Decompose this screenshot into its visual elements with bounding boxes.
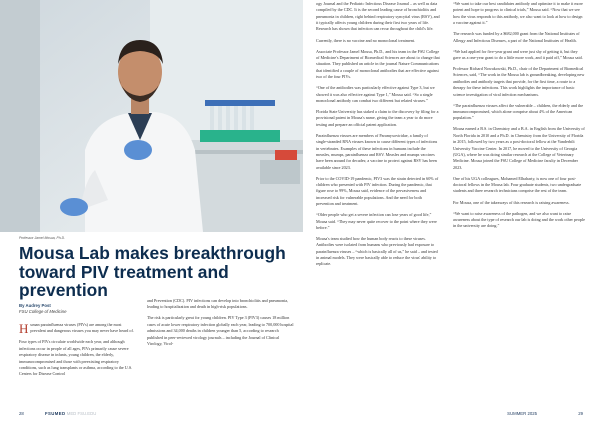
footer-right <box>507 411 583 416</box>
text-column-4 <box>453 1 585 234</box>
paragraph: “We want to take our best candidates antibody and optimize it to make it more potent and hope to progress to clinical trials,” Mousa said. “Now that we see how the virus responds to this antibody, we also want to look at how to design a vaccine against it.” <box>453 1 583 26</box>
footer-left <box>19 411 96 416</box>
paragraph: “We had applied for five-year grant and were just shy of getting it, but they gave us a one-year grant to do a little more work, and it paid off,” Mousa said. <box>453 48 583 60</box>
issue-label: SUMMER 2025 <box>507 411 538 416</box>
article-headline: Mousa Lab makes breakthrough toward PIV treatment and prevention <box>19 243 286 300</box>
paragraph: Associate Professor Jamel Mousa, Ph.D., and his team in the FSU College of Medicine's Department of Biomedical Sciences are about to change that situation. They published an article in the journal Nature Communications that identified a couple of monoclonal antibodies that are effective against two of the four PIVs. <box>316 48 440 80</box>
byline-org: FSU College of Medicine <box>19 309 67 314</box>
paragraph: Florida State University has staked a claim to the discovery by filing for a provisional patent in Mousa's name, giving the team a year to do more testing and prepare an official patent application. <box>316 109 439 127</box>
byline-author: By Audrey Post <box>19 303 51 308</box>
scientist-in-lab-image <box>0 0 303 232</box>
paragraph: Four types of PIVs circulate worldwide each year, and although infections occur in people of all ages, PIVs primarily cause severe respiratory disease in infants, young children, the elderly, immunocompromised and those with preexisting respiratory conditions, such as lung transplants or asthma, according to the U.S. Centers for Disease Control <box>19 339 133 377</box>
text-column-2 <box>147 298 294 352</box>
paragraph: Currently, there is no vaccine and no monoclonal treatment. <box>316 37 416 43</box>
photo-caption: Professor Jamel Mosua, Ph.D. <box>19 236 65 240</box>
paragraph: For Mousa, one of the takeaways of this research is raising awareness. <box>453 199 570 205</box>
paragraph: “The parainfluenza viruses affect the vulnerable – children, the elderly and the immunocompromised, which alone comprise about 4% of the American population.” <box>453 102 584 121</box>
paragraph: “One of the antibodies was particularly effective against Type 3, but we showed it was also effective against Type 1,” Mousa said. “So a single monoclonal antibody can combat two different but related viruses.” <box>316 85 435 103</box>
paragraph-text: uman parainfluenza viruses (PIVs) are among the most prevalent and dangerous viruses you may never have heard of. <box>30 322 134 334</box>
page-number-right: 29 <box>578 411 583 416</box>
paragraph: “Older people who get a severe infection can lose years of good life,” Mousa said. “They may never quite recover to the point where they were before.” <box>316 212 437 230</box>
paragraph: Mousa earned a B.S. in Chemistry and a B.A. in English from the University of North Florida in 2010 and a Ph.D. in Chemistry from the University of Florida in 2015, followed by two years as a post-doctoral fellow at the Vanderbilt University Vaccine Center. In 2017, he moved to the University of Georgia (UGA), where he was doing similar research at the College of Veterinary Medicine. Mousa joined the FSU College of Medicine faculty in December 2023. <box>453 126 585 170</box>
paragraph: Professor Richard Nowakowski, Ph.D., chair of the Department of Biomedical Sciences, said, “The work in the Mousa lab is groundbreaking, developing new antibodies and antibody targets that provide, for the first time, a route to a therapy for these infections. This work highlights the importance of basic science investigation of viral infection mechanisms. <box>453 66 585 97</box>
paragraph: “We want to raise awareness of the pathogen, and we also want to raise awareness about the type of research our lab is doing and the work other people in the university are doing.” <box>453 210 585 229</box>
byline <box>19 303 67 315</box>
paragraph: Prior to the COVID-19 pandemic, PIV3 was the strain detected in 60% of children who presented with PIV infection. During the pandemic, that figure rose to 99%, Mousa said, evidence of the pervasiveness and increased risk for vulnerable populations. And the need for both prevention and treatment. <box>316 175 439 207</box>
paragraph: Parainfluenza viruses are members of Paramyxoviridae, a family of single-stranded RNA viruses known to cause different types of infections in vertebrates. Examples of these infections in humans include the measles, mumps, parainfluenza and RSV. Measles and mumps vaccines have been around for decades; a vaccine to protect against RSV has been available since 2023. <box>316 132 438 170</box>
paragraph <box>19 322 137 335</box>
text-column-1 <box>19 322 137 382</box>
drop-cap: H <box>19 321 29 336</box>
paragraph: and Prevention (CDC). PIV infections can develop into bronchiolitis and pneumonia, leading to hospitalization and death in high-risk populations. <box>147 298 289 310</box>
magazine-name: FSUMED <box>44 411 66 416</box>
page-number-left: 28 <box>19 411 24 416</box>
paragraph: The risk is particularly great for young children. PIV Type 3 (PIV3) causes 18 million cases of acute lower respiratory infection globally each year, leading to 700,000 hospital admissions and 34,000 deaths in children younger than 5, according to research published in peer-reviewed virology journals – including the Journal of Clinical Virology, Virol- <box>147 315 294 346</box>
paragraph: The research was funded by a $682,000 grant from the National Institutes of Allergy and Infectious Diseases, a part of the National Institutes of Health. <box>453 31 580 43</box>
magazine-suffix: MED FSU.EDU <box>66 411 97 416</box>
paragraph: ogy Journal and the Pediatric Infectious Disease Journal – as well as data compiled by the CDC. It is the second leading cause of bronchiolitis and pneumonia in children, right behind respiratory syncytial virus (RSV), and it typically affects young children during their first two years of life. Research has shown that infection can recur throughout the child's life. <box>316 1 440 32</box>
paragraph: Mousa's team studied how the human body reacts to these viruses. Antibodies were isolated from humans who previously had exposure to parainfluenza viruses – “which is basically all of us,” he said – and tested in animal models. They were basically able to reduce the virus' ability to replicate. <box>316 236 438 267</box>
paragraph: One of his UGA colleagues, Mohamed Elbaharty, is now one of four post-doctoral fellows in the Mousa lab. Four graduate students, two undergraduate students and three research technicians comprise the rest of the team. <box>453 175 582 194</box>
lab-photo <box>0 0 303 232</box>
text-column-3 <box>316 1 440 273</box>
